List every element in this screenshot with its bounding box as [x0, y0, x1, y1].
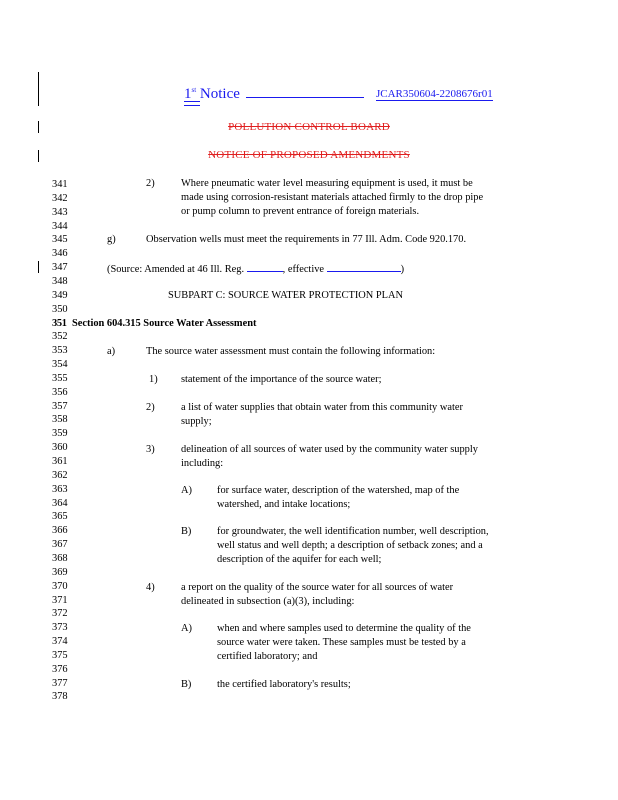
line-number: 370: [52, 580, 68, 592]
line-number: 362: [52, 469, 68, 481]
blank-field: [247, 261, 283, 272]
line-number: 364: [52, 497, 68, 509]
body-text: Where pneumatic water level measuring equipment is used, it must be: [181, 178, 473, 189]
line-number: 371: [52, 594, 68, 606]
item-label: 2): [146, 402, 155, 413]
body-text: delineated in subsection (a)(3), including:: [181, 596, 355, 607]
jcar-code: JCAR350604-2208676r01: [376, 88, 493, 100]
item-label: 3): [146, 444, 155, 455]
source-note: [107, 261, 404, 277]
line-number: 351: [52, 317, 67, 329]
notice-underline: [246, 83, 364, 98]
line-number: 353: [52, 345, 68, 357]
notice-heading: [184, 83, 364, 103]
line-number: 375: [52, 649, 68, 661]
notice-label: Notice: [199, 86, 240, 102]
line-number: 356: [52, 386, 68, 398]
body-text: Observation wells must meet the requirements in 77 Ill. Adm. Code 920.170.: [146, 234, 467, 245]
item-label: 1): [149, 374, 158, 385]
notice-double-underline: [184, 101, 200, 106]
item-label: B): [181, 679, 192, 690]
line-number: 369: [52, 566, 68, 578]
line-number: 358: [52, 414, 68, 426]
body-text: source water were taken. These samples must be tested by a: [217, 637, 466, 648]
body-text: for groundwater, the well identification number, well description,: [217, 526, 489, 537]
line-number: 366: [52, 525, 68, 537]
body-text: certified laboratory; and: [217, 651, 318, 662]
body-text: description of the aquifer for each well;: [217, 554, 382, 565]
subpart-heading: SUBPART C: SOURCE WATER PROTECTION PLAN: [168, 290, 404, 301]
source-note-text: ): [400, 264, 405, 275]
body-text: supply;: [181, 416, 212, 427]
line-number: 342: [52, 192, 68, 204]
line-number: 367: [52, 539, 68, 551]
line-number: 360: [52, 442, 68, 454]
line-number: 363: [52, 483, 68, 495]
line-number: 355: [52, 372, 68, 384]
item-label: g): [107, 234, 116, 245]
item-label: a): [107, 346, 116, 357]
line-number: 354: [52, 359, 68, 371]
line-number: 365: [52, 511, 68, 523]
notice-number: 1: [184, 86, 192, 102]
line-number: 357: [52, 400, 68, 412]
item-label: A): [181, 623, 192, 634]
change-bar: [38, 72, 39, 106]
body-text: including:: [181, 458, 224, 469]
body-text: the certified laboratory's results;: [217, 679, 351, 690]
notice-number-suffix: st: [191, 86, 197, 94]
line-number: 368: [52, 552, 68, 564]
line-number: 343: [52, 206, 68, 218]
body-text: watershed, and intake locations;: [217, 499, 351, 510]
body-text: well status and well depth; a description of setback zones; and a: [217, 540, 483, 551]
change-bar: [38, 261, 39, 273]
line-number: 347: [52, 262, 68, 274]
line-number: 345: [52, 234, 68, 246]
line-number: 344: [52, 220, 68, 232]
item-label: A): [181, 485, 192, 496]
line-number: 361: [52, 456, 68, 467]
item-label: 4): [146, 582, 155, 593]
line-number: 374: [52, 636, 68, 648]
item-label: B): [181, 526, 192, 537]
body-text: when and where samples used to determine the quality of the: [217, 623, 471, 634]
item-label: 2): [146, 178, 155, 189]
source-note-text: , effective: [282, 264, 327, 275]
notice-type-heading: NOTICE OF PROPOSED AMENDMENTS: [208, 149, 410, 161]
line-number: 377: [52, 677, 68, 689]
line-number: 359: [52, 428, 68, 440]
agency-heading: POLLUTION CONTROL BOARD: [228, 121, 390, 133]
line-number: 373: [52, 622, 68, 634]
line-number: 348: [52, 275, 68, 287]
body-text: made using corrosion-resistant materials attached firmly to the drop pipe: [181, 192, 484, 203]
body-text: a list of water supplies that obtain water from this community water: [181, 402, 463, 413]
blank-field: [327, 261, 401, 272]
line-number: 352: [52, 331, 68, 343]
body-text: delineation of all sources of water used by the community water supply: [181, 444, 478, 455]
line-number: 349: [52, 289, 68, 301]
line-number: 378: [52, 691, 68, 703]
line-number: 372: [52, 608, 68, 620]
line-number: 346: [52, 248, 68, 260]
body-text: or pump column to prevent entrance of foreign materials.: [181, 206, 420, 217]
line-number: 350: [52, 303, 68, 315]
body-text: for surface water, description of the watershed, map of the: [217, 485, 460, 496]
line-number: 341: [52, 179, 68, 190]
body-text: statement of the importance of the source water;: [181, 374, 382, 385]
line-number: 376: [52, 663, 68, 675]
source-note-text: (Source: Amended at 46 Ill. Reg.: [107, 264, 247, 275]
body-text: a report on the quality of the source water for all sources of water: [181, 582, 454, 593]
section-heading: Section 604.315 Source Water Assessment: [72, 318, 257, 329]
body-text: The source water assessment must contain the following information:: [146, 346, 436, 357]
